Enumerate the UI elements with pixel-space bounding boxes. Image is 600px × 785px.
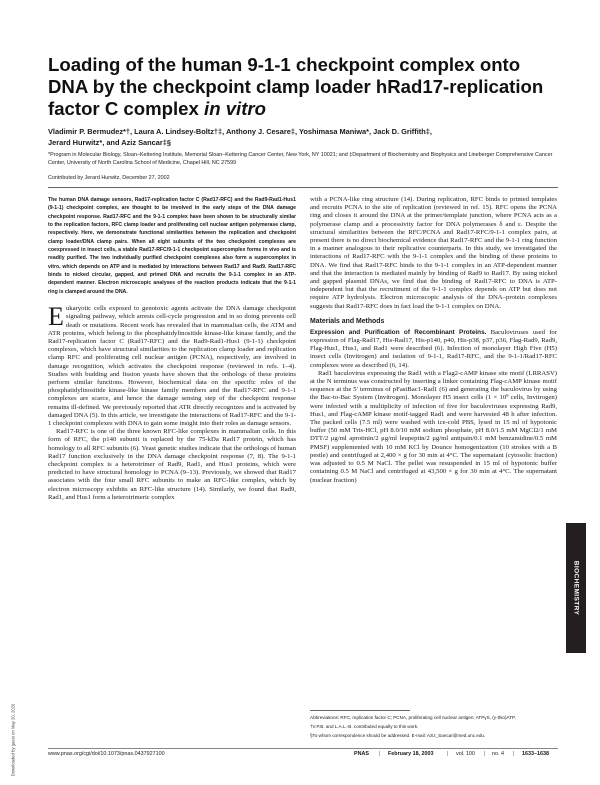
abstract: The human DNA damage sensors, Rad17-replication factor C (Rad17-RFC) and the Rad9-Rad1-Hus1 (9-1-1) checkpoint complex, are thought to be involved in the early steps of the DNA damage checkpoint response. Rad17-RFC and the 9-1-1 complex have been shown to be structurally similar to the replication factors, RFC clamp loader and proliferating cell nuclear antigen polymerase clamp, respectively. Here, we demonstrate functional similarities between the replication and checkpoint clamp loader/DNA clamp pairs. When all eight subunits of the two checkpoint complexes are coexpressed in insect cells, a stable Rad17-RFC/9-1-1 checkpoint supercomplex forms in vivo and is readily purified. The two individually purified checkpoint complexes also form a supercomplex in vitro, which depends on ATP and is mediated by interactions between Rad17 and Rad9. Rad17-RFC binds to nicked circular, gapped, and primed DNA and recruits the 9-1-1 complex in an ATP-dependent manner. Electron microscopic analyses of the reaction products indicate that the 9-1-1 ring is clamped around the DNA. <box>48 197 296 295</box>
methods-paragraph-2: Rad1 baculovirus expressing the Rad1 with a Flag2-cAMP kinase site motif (LRRASV) at the N terminus was constructed by inserting a linker containing Flag-cAMP kinase motif sequence at the 5′ terminus of pFastBac1-Rad1 (6) and generating the baculovirus by using the Bac-to-Bac System (Invitrogen). Monolayer H5 insect cells (1 × 10⁹ cells, Invitrogen) were infected with a multiplicity of infection of five for baculoviruses expressing Rad9, Hus1, and Flag-cAMP kinase motif-tagged Rad1 and were harvested 48 h after infection. The packed cells (7.5 ml) were washed with ice-cold PBS, lysed in 15 ml of hypotonic buffer (50 mM Tris-HCl, pH 8.0/10 mM sodium phosphate, pH 8.0/1.5 mM MgCl2/1 mM DTT/2 μg/ml aprotinin/2 μg/ml leupeptin/2 μg/ml antipain/0.1 mM benzamidine/0.5 mM PMSF) supplemented with 10 mM KCl by Dounce homogenization (10 strokes with a B pestle) and centrifuged at 2,400 × g for 30 min at 4°C. The supernatant (cytosolic fraction) was adjusted to 0.5 M NaCl. The pellet was resuspended in 15 ml of hypotonic buffer containing 0.5 M NaCl and centrifuged at 43,500 × g for 30 min at 4°C. The supernatant (nuclear fraction) <box>310 369 557 484</box>
footnotes <box>310 714 557 741</box>
authors-line-2: Jerard Hurwitz*, and Aziz Sancar‡§ <box>48 138 171 147</box>
runin-heading: Expression and Purification of Recombinant Proteins. <box>310 328 487 336</box>
authors-line-1: Vladimir P. Bermudez*†, Laura A. Lindsey-Boltz†‡, Anthony J. Cesare‡, Yoshimasa Maniwa*, Jack D. Griffith‡, <box>48 127 432 136</box>
side-tab-label: BIOCHEMISTRY <box>572 560 580 616</box>
footer-sep-2: | <box>447 751 449 757</box>
methods-paragraph-1 <box>310 329 557 370</box>
footnote-abbreviations: Abbreviations: RFC, replication factor C; PCNA, proliferating cell nuclear antigen; ATPγS, (γ-thio)ATP. <box>310 715 516 720</box>
download-note <box>8 705 18 775</box>
footnote-equal-contribution: †V.P.B. and L.A.L.-B. contributed equally to this work. <box>310 724 419 729</box>
affiliations: *Program in Molecular Biology, Sloan–Kettering Institute, Memorial Sloan–Kettering Cancer Center, New York, NY 10021; and ‡Department of Biochemistry and Biophysics and Lineberger Comprehensive Cancer Center, University of North Carolina School of Medicine, Chapel Hill, NC 27599 <box>48 152 553 166</box>
right-column <box>310 196 557 485</box>
header-divider <box>48 187 558 188</box>
contributed-by: Contributed by Jerard Hurwitz, December 27, 2002 <box>48 175 170 181</box>
footer-sep-3: | <box>484 751 486 757</box>
intro-paragraph-2: Rad17-RFC is one of the three known RFC-like complexes in mammalian cells. In this form of RFC, the p140 subunit is replaced by the 75-kDa Rad17 protein, which has homology to all RFC subunits (6). Yeast genetic studies indicate that the orthologs of human Rad17 function exclusively in the DNA damage checkpoint response (7, 8). The 9-1-1 checkpoint complex is a heterotrimer of Rad9, Rad1, and Hus1 proteins, which were predicted to have structural homology to PCNA (9–13). Previously, we showed that Rad17 associates with the four small RFC subunits to make an RFC-like complex, which by electron microscopy exhibits an RFC-like structure (14). Similarly, we found that Rad9, Rad1, and Hus1 form a heterotrimeric complex <box>48 428 296 501</box>
footer-issue: no. 4 <box>492 751 504 757</box>
footer-sep-4: | <box>513 751 515 757</box>
footer-date: February 18, 2003 <box>388 751 434 757</box>
section-side-tab <box>566 523 586 653</box>
title-text: Loading of the human 9-1-1 checkpoint complex onto DNA by the checkpoint clamp loader hRad17-replication factor C complex <box>48 54 544 119</box>
footer-pages: 1633–1638 <box>522 751 549 757</box>
article-title <box>48 54 558 120</box>
right-paragraph-1: with a PCNA-like ring structure (14). During replication, RFC binds to primed templates and recruits PCNA to the site of replication (reviewed in ref. 15). RFC opens the PCNA ring and closes it around the DNA at the primer/template junction, where PCNA acts as a polymerase clamp and a processivity factor for DNA polymerases δ and ε. Despite the structural similarities between the RFC/PCNA and Rad17-RFC/9-1-1 complex pairs, at present there is no direct biochemical evidence that Rad17-RFC and the 9-1-1 ring function in a manner analogous to their replicative counterparts. In this study, we investigated the interactions of Rad17-RFC with the 9-1-1 complex and the binding of these proteins to DNA. We find that Rad17-RFC binds to the 9-1-1 complex in an ATP-dependent manner and that the interaction is mediated mainly by binding of Rad9 to Rad17. By using nicked and gapped plasmid DNAs, we find that the binding of Rad17-RFC to DNA is ATP-independent but that the recruitment of the 9-1-1 complex depends on ATP but does not require ATP hydrolysis. Electron microscopic analysis of the DNA–protein complexes suggests that Rad17-RFC does in fact load the 9-1-1 complex on DNA. <box>310 196 557 310</box>
footer-sep-1: | <box>379 751 381 757</box>
footnote-correspondence: §To whom correspondence should be addressed. E-mail: Aziz_Sancar@med.unc.edu. <box>310 733 486 738</box>
author-list <box>48 126 558 148</box>
footnote-divider <box>310 710 410 711</box>
footer-doi-link[interactable]: www.pnas.org/cgi/doi/10.1073/pnas.0437927100 <box>48 751 165 757</box>
title-italic: in vitro <box>204 98 267 119</box>
footer-divider <box>48 748 558 749</box>
methods-paragraph-1-text: Baculoviruses used for expression of Flag-Rad17, His-Rad17, His-p140, p40, His-p38, p37, p36, Flag-Rad9, Rad9, Flag-Hus1, Hus1, and Rad1 were described (6). Infection of monolayer High Five (H5) insect cells (Invitrogen) and isolation of 9-1-1, Rad17-RFC, and the 9-1-1/Rad17-RFC complexes were as described (6, 14). <box>310 328 557 369</box>
download-note-text: Downloaded by guest on May 20, 2020 <box>10 703 16 777</box>
left-column <box>48 196 296 502</box>
intro-paragraph-1-text: ukaryotic cells exposed to genotoxic agents activate the DNA damage checkpoint signaling pathway, which arrests cell-cycle progression and in so doing prevents cell death or mutations. Recent work has revealed that in mammalian cells, the ATM and ATR proteins, which belong to the phosphatidylinositide kinase-like kinase family, and the Rad17-replication factor C (Rad17-RFC) and the Rad9-Rad1-Hus1 (9-1-1) checkpoint complexes, which have structural similarities to the replication clamp loader and replication clamp RFC and proliferating cell nuclear antigen (PCNA), respectively, are involved in damage recognition, which activates the checkpoint response (reviewed in refs. 1–4). Studies with budding and fission yeasts have shown that the orthologs of these proteins perform similar functions. However, biochemical data on the specific roles of the phosphatidylinositide kinase-like kinase family members and the Rad17-RFC and 9-1-1 complexes are scarce, and hence the damage sensing step of the checkpoint response remains ill-defined. We previously reported that ATR directly recognizes and is activated by damaged DNA (5). In this article, we investigate the interactions of Rad17-RFC and the 9-1-1 checkpoint complexes with DNA to gain some insight into their roles as damage sensors. <box>48 305 296 427</box>
intro-paragraph-1 <box>48 302 296 428</box>
footer-volume: vol. 100 <box>456 751 475 757</box>
section-heading-methods: Materials and Methods <box>310 317 385 325</box>
drop-cap: E <box>48 302 64 332</box>
footer-journal: PNAS <box>354 751 369 757</box>
